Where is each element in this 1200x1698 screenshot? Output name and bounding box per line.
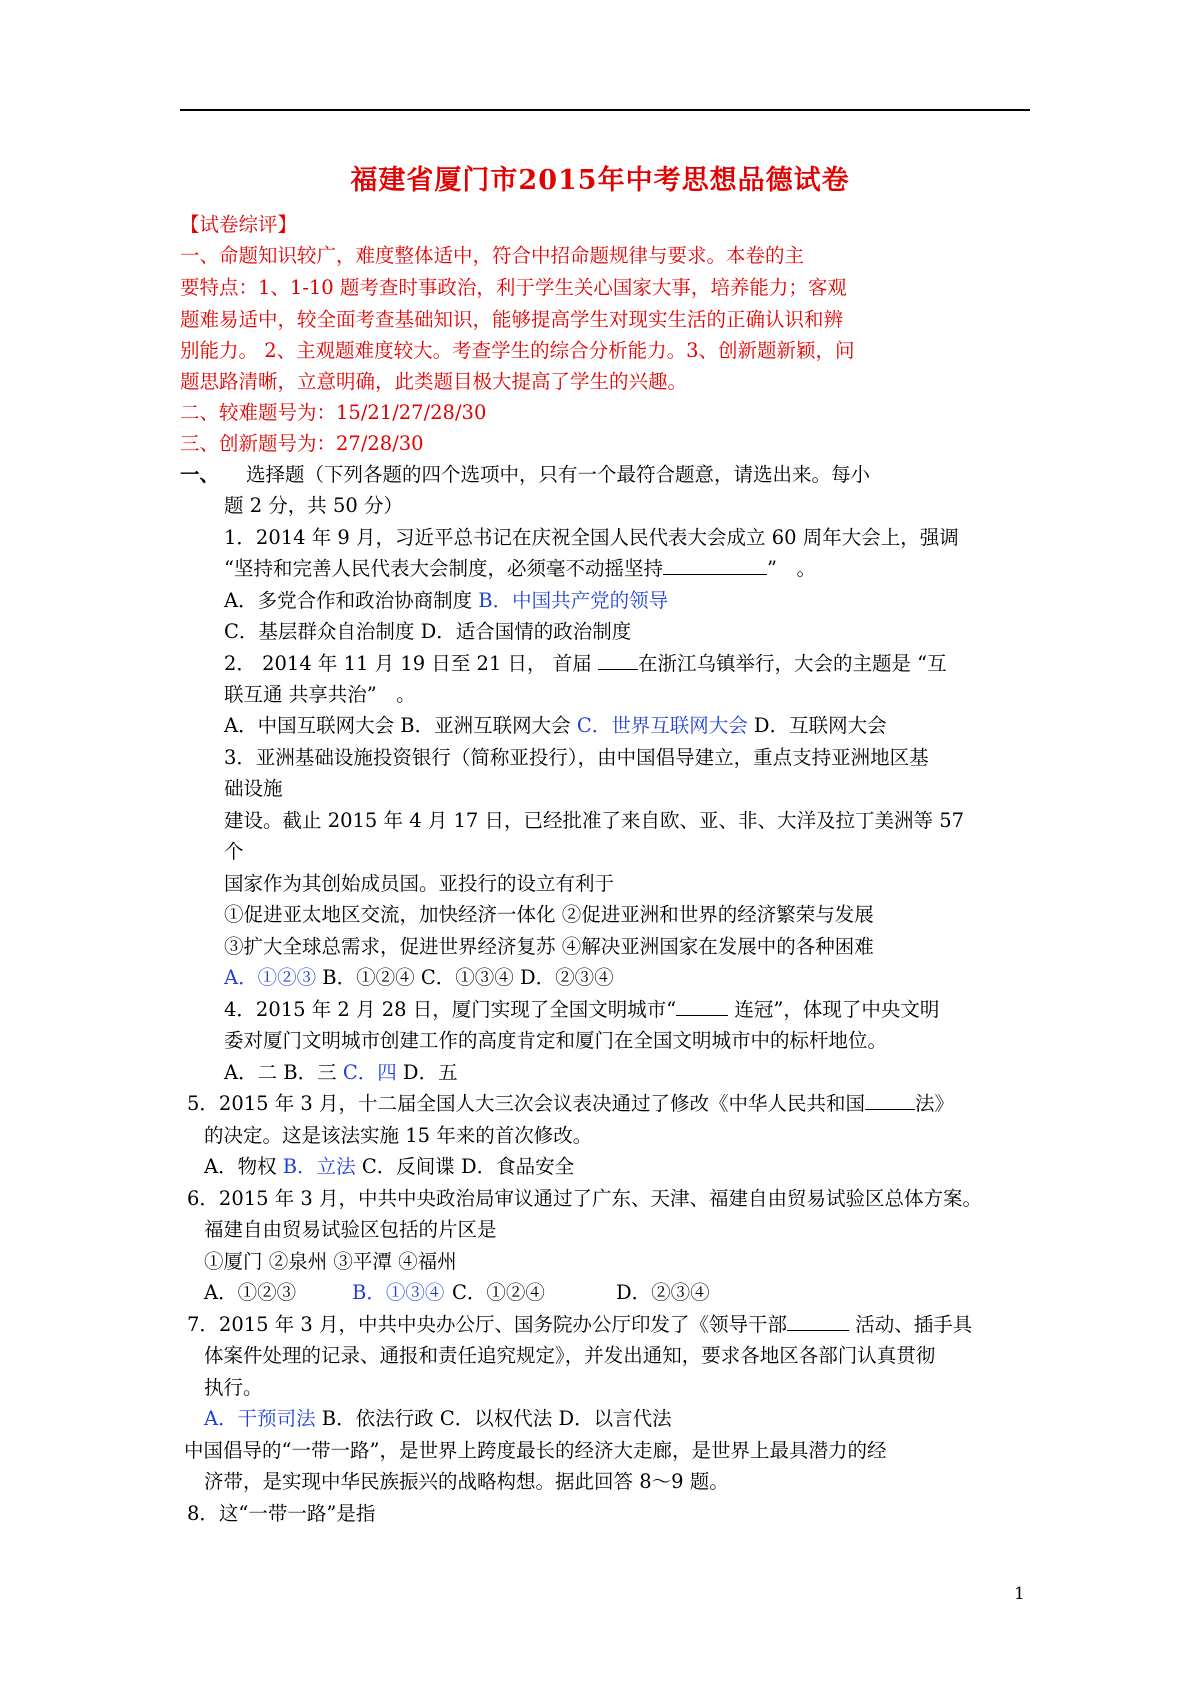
q7-stem-line-2: 体案件处理的记录、通报和责任追究规定》，并发出通知，要求各地区各部门认真贯彻 xyxy=(204,1344,936,1367)
q2-answer-blank xyxy=(598,649,638,670)
q7-option-a-answer: A．干预司法 xyxy=(204,1407,316,1430)
q3-options-rest: B．①②④ C．①③④ D．②③④ xyxy=(316,966,614,989)
q1-option-b-answer: B．中国共产党的领导 xyxy=(478,589,669,612)
q6-statements: ①厦门 ②泉州 ③平潭 ④福州 xyxy=(204,1250,457,1273)
q3-option-a-answer: A．①②③ xyxy=(224,966,317,989)
q4-stem-line-2: 委对厦门文明城市创建工作的高度肯定和厦门在全国文明城市中的标杆地位。 xyxy=(224,1029,888,1052)
q1-option-d: D．适合国情的政治制度 xyxy=(420,620,632,643)
q7-stem-line-3: 执行。 xyxy=(204,1376,263,1399)
section-number: 一、 xyxy=(180,463,220,486)
q2-stem-part-1: 2． 2014 年 11 月 19 日至 21 日， 首届 xyxy=(224,652,598,675)
q6-option-b-answer: B．①③④ xyxy=(352,1281,445,1304)
q5-options xyxy=(204,1152,574,1182)
q1-option-c: C．基层群众自治制度 xyxy=(224,620,421,643)
q3-stem-line-5: 国家作为其创始成员国。亚投行的设立有利于 xyxy=(224,872,615,895)
q1-options-line-1 xyxy=(224,586,668,616)
review-line-3: 题难易适中，较全面考查基础知识，能够提高学生对现实生活的正确认识和辨 xyxy=(180,308,844,331)
q2-option-d: D．互联网大会 xyxy=(747,714,887,737)
q7-options xyxy=(204,1404,672,1434)
q4-option-d: D．五 xyxy=(396,1061,458,1084)
q2-options xyxy=(224,711,887,741)
q6-option-c: C．①②④ xyxy=(452,1281,545,1304)
q1-stem-line-1: 1．2014 年 9 月，习近平总书记在庆祝全国人民代表大会成立 60 周年大会上，强调 xyxy=(224,526,959,549)
q5-option-b-answer: B．立法 xyxy=(282,1155,356,1178)
q1-stem-line-2 xyxy=(224,554,816,584)
q5-answer-blank xyxy=(865,1089,915,1110)
q6-stem-line-1: 6．2015 年 3 月，中共中央政治局审议通过了广东、天津、福建自由贸易试验区总体方案。 xyxy=(187,1187,983,1210)
review-hard-questions: 二、较难题号为：15/21/27/28/30 xyxy=(180,401,487,424)
q7-stem-line-1 xyxy=(187,1310,972,1340)
q1-answer-blank xyxy=(663,554,767,575)
q4-stem-line-1 xyxy=(224,995,939,1025)
page-number: 1 xyxy=(1014,1584,1025,1604)
review-line-1: 一、命题知识较广，难度整体适中，符合中招命题规律与要求。本卷的主 xyxy=(180,244,805,267)
q4-stem-part-2: 连冠”，体现了中央文明 xyxy=(728,998,940,1021)
q2-stem-line-2: 联互通 共享共治” 。 xyxy=(224,683,416,706)
q7-stem-part-2: 活动、插手具 xyxy=(849,1313,973,1336)
q6-option-a: A．①②③ xyxy=(204,1281,297,1304)
q5-stem-line-1 xyxy=(187,1089,954,1119)
q7-stem-part-1: 7．2015 年 3 月，中共中央办公厅、国务院办公厅印发了《领导干部 xyxy=(187,1313,788,1336)
review-line-2: 要特点：1、1-10 题考查时事政治，利于学生关心国家大事，培养能力；客观 xyxy=(180,276,847,299)
q2-option-a: A．中国互联网大会 xyxy=(224,714,401,737)
q5-stem-part-2: 法》 xyxy=(915,1092,955,1115)
page-title: 福建省厦门市2015年中考思想品德试卷 xyxy=(350,165,850,196)
q5-options-cd: C．反间谍 D．食品安全 xyxy=(355,1155,575,1178)
review-line-5: 题思路清晰，立意明确，此类题目极大提高了学生的兴趣。 xyxy=(180,370,688,393)
q4-options xyxy=(224,1058,458,1088)
intro-8-9-line-2: 济带，是实现中华民族振兴的战略构想。据此回答 8～9 题。 xyxy=(204,1470,729,1493)
review-creative-questions: 三、创新题号为：27/28/30 xyxy=(180,432,424,455)
q2-option-c-answer: C．世界互联网大会 xyxy=(576,714,748,737)
q2-stem-line-1 xyxy=(224,649,947,679)
q4-options-ab: A．二 B．三 xyxy=(224,1061,343,1084)
q2-stem-part-2: 在浙江乌镇举行，大会的主题是 “互 xyxy=(637,652,947,675)
review-heading: 【试卷综评】 xyxy=(180,213,298,236)
q1-stem-part-1: “坚持和完善人民代表大会制度，必须毫不动摇坚持 xyxy=(224,557,663,580)
review-line-4: 别能力。 2、主观题难度较大。考查学生的综合分析能力。3、创新题新颖，问 xyxy=(180,339,855,362)
q5-stem-line-2: 的决定。这是该法实施 15 年来的首次修改。 xyxy=(204,1124,593,1147)
q1-stem-part-2: ” 。 xyxy=(766,557,816,580)
q3-statements-1: ①促进亚太地区交流，加快经济一体化 ②促进亚洲和世界的经济繁荣与发展 xyxy=(224,903,874,926)
q6-option-d: D．②③④ xyxy=(616,1281,710,1304)
q1-options-line-2 xyxy=(224,617,631,647)
header-rule xyxy=(180,109,1030,111)
q3-stem-line-4: 个 xyxy=(224,840,244,863)
section-instructions-line-2: 题 2 分，共 50 分） xyxy=(224,494,404,517)
q5-stem-part-1: 5．2015 年 3 月，十二届全国人大三次会议表决通过了修改《中华人民共和国 xyxy=(187,1092,866,1115)
q4-answer-blank xyxy=(676,995,728,1016)
q3-statements-2: ③扩大全球总需求，促进世界经济复苏 ④解决亚洲国家在发展中的各种困难 xyxy=(224,935,874,958)
q1-option-a: A．多党合作和政治协商制度 xyxy=(224,589,479,612)
q3-options xyxy=(224,963,614,993)
q6-stem-line-2: 福建自由贸易试验区包括的片区是 xyxy=(204,1218,497,1241)
q4-stem-part-1: 4．2015 年 2 月 28 日，厦门实现了全国文明城市“ xyxy=(224,998,677,1021)
q7-answer-blank xyxy=(787,1310,849,1331)
q3-stem-line-3: 建设。截止 2015 年 4 月 17 日，已经批准了来自欧、亚、非、大洋及拉丁美洲等 57 xyxy=(224,809,965,832)
q3-stem-line-2: 础设施 xyxy=(224,777,283,800)
q5-option-a: A．物权 xyxy=(204,1155,283,1178)
section-instructions-line-1: 选择题（下列各题的四个选项中，只有一个最符合题意，请选出来。每小 xyxy=(246,463,871,486)
q3-stem-line-1: 3．亚洲基础设施投资银行（简称亚投行），由中国倡导建立，重点支持亚洲地区基 xyxy=(224,746,929,769)
q2-option-b: B．亚洲互联网大会 xyxy=(400,714,577,737)
q7-options-rest: B．依法行政 C．以权代法 D．以言代法 xyxy=(315,1407,672,1430)
intro-8-9-line-1: 中国倡导的“一带一路”，是世界上跨度最长的经济大走廊，是世界上最具潜力的经 xyxy=(184,1439,887,1462)
q8-stem-line-1: 8．这“一带一路”是指 xyxy=(187,1502,376,1525)
q4-option-c-answer: C．四 xyxy=(342,1061,397,1084)
